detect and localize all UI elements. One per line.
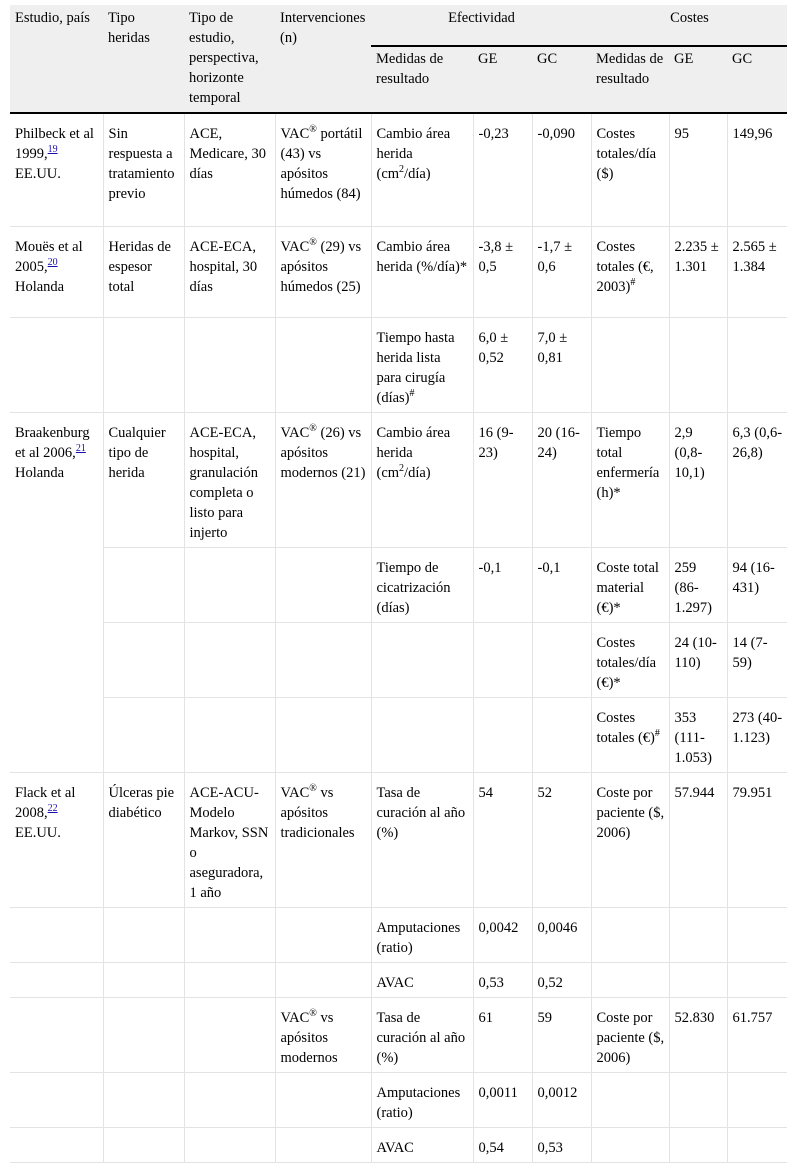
cell-gc-costes: 149,96: [727, 113, 787, 226]
cell-tipo-estudio: ACE-ECA, hospital, 30 días: [184, 226, 275, 317]
cell-ge-efectividad: 61: [473, 997, 532, 1072]
cell-gc-efectividad: 0,0012: [532, 1072, 591, 1127]
cell-medida-efectividad: Tiempo hasta herida lista para cirugía (días)#: [371, 317, 473, 412]
cell-gc-costes: 61.757: [727, 997, 787, 1072]
reference-link[interactable]: 22: [47, 802, 58, 814]
cell-medida-efectividad: AVAC: [371, 1127, 473, 1162]
cell-gc-efectividad: -0,090: [532, 113, 591, 226]
header-costes: Costes: [591, 5, 787, 46]
cell-ge-costes: 353 (111-1.053): [669, 697, 727, 772]
header-tipo-estudio: Tipo de estudio, perspectiva, horizonte temporal: [184, 5, 275, 113]
header-ge-efectividad: GE: [473, 46, 532, 113]
reference-link[interactable]: 21: [75, 442, 86, 454]
cell-ge-costes: 57.944: [669, 772, 727, 907]
header-estudio: Estudio, país: [10, 5, 103, 113]
table-header: [10, 5, 787, 113]
header-gc-efectividad: GC: [532, 46, 591, 113]
table-row: [10, 412, 787, 547]
cell-medida-costes: Costes totales (€)#: [591, 697, 669, 772]
table-row: [10, 622, 787, 697]
cell-gc-costes: 94 (16-431): [727, 547, 787, 622]
cell-ge-efectividad: 0,0011: [473, 1072, 532, 1127]
cell-gc-costes: 2.565 ± 1.384: [727, 226, 787, 317]
cell-ge-efectividad: 16 (9-23): [473, 412, 532, 547]
header-tipo-heridas: Tipo heridas: [103, 5, 184, 113]
cell-ge-costes: 24 (10-110): [669, 622, 727, 697]
cell-ge-efectividad: 0,0042: [473, 907, 532, 962]
header-medidas-costes: Medidas de resultado: [591, 46, 669, 113]
cell-ge-costes: 95: [669, 113, 727, 226]
table-row: [10, 1127, 787, 1162]
cell-medida-efectividad: Cambio área herida (%/día)*: [371, 226, 473, 317]
cell-gc-costes: 273 (40-1.123): [727, 697, 787, 772]
cell-intervenciones: VAC® vs apósitos tradicionales: [275, 772, 371, 907]
table-body: [10, 113, 787, 1162]
cell-medida-efectividad: Cambio área herida $(cm^2/día)$: [371, 412, 473, 547]
cell-tipo-heridas: Sin respuesta a tratamiento previo: [103, 113, 184, 226]
header-intervenciones: Intervenciones (n): [275, 5, 371, 113]
cell-medida-costes: Costes totales (€, 2003)#: [591, 226, 669, 317]
table-row: [10, 997, 787, 1072]
cell-gc-efectividad: 0,0046: [532, 907, 591, 962]
header-medidas-efectividad: Medidas de resultado: [371, 46, 473, 113]
cell-intervenciones: VAC® portátil (43) vs apósitos húmedos (84): [275, 113, 371, 226]
cell-tipo-heridas: Cualquier tipo de herida: [103, 412, 184, 547]
cell-medida-costes: Costes totales/día ($): [591, 113, 669, 226]
cell-gc-efectividad: -0,1: [532, 547, 591, 622]
header-efectividad: Efectividad: [371, 5, 591, 46]
cell-tipo-estudio: ACE, Medicare, 30 días: [184, 113, 275, 226]
cell-ge-efectividad: 0,54: [473, 1127, 532, 1162]
cell-ge-costes: 259 (86-1.297): [669, 547, 727, 622]
cell-intervenciones: VAC® (29) vs apósitos húmedos (25): [275, 226, 371, 317]
studies-table: [10, 5, 787, 1163]
reference-link[interactable]: 20: [47, 256, 58, 268]
cell-gc-efectividad: 7,0 ± 0,81: [532, 317, 591, 412]
cell-estudio: Flack et al 2008,22 EE.UU.: [10, 772, 103, 907]
table-row: [10, 113, 787, 226]
cell-tipo-heridas: Heridas de espesor total: [103, 226, 184, 317]
cell-gc-efectividad: 0,52: [532, 962, 591, 997]
cell-medida-efectividad: AVAC: [371, 962, 473, 997]
cell-gc-efectividad: 52: [532, 772, 591, 907]
reference-link[interactable]: 19: [47, 144, 58, 155]
cell-gc-costes: 14 (7-59): [727, 622, 787, 697]
cell-gc-costes: 79.951: [727, 772, 787, 907]
table-row: [10, 907, 787, 962]
table-row: [10, 1072, 787, 1127]
cell-gc-efectividad: 0,53: [532, 1127, 591, 1162]
cell-medida-costes: Coste por paciente ($, 2006): [591, 997, 669, 1072]
cell-medida-efectividad: Cambio área herida $(cm^2/día)$: [371, 113, 473, 226]
cell-gc-efectividad: 59: [532, 997, 591, 1072]
cell-estudio: Mouës et al 2005,20 Holanda: [10, 226, 103, 317]
table-row: [10, 772, 787, 907]
cell-medida-costes: Costes totales/día (€)*: [591, 622, 669, 697]
cell-tipo-estudio: ACE-ECA, hospital, granulación completa o listo para injerto: [184, 412, 275, 547]
table-row: [10, 226, 787, 317]
table-row: [10, 317, 787, 412]
cell-tipo-heridas: Úlceras pie diabético: [103, 772, 184, 907]
cell-medida-costes: Coste total material (€)*: [591, 547, 669, 622]
table-row: [10, 547, 787, 622]
cell-ge-efectividad: -0,23: [473, 113, 532, 226]
header-gc-costes: GC: [727, 46, 787, 113]
cell-ge-costes: 52.830: [669, 997, 727, 1072]
cell-ge-efectividad: 54: [473, 772, 532, 907]
cell-ge-costes: 2.235 ± 1.301: [669, 226, 727, 317]
cell-medida-efectividad: Tasa de curación al año (%): [371, 772, 473, 907]
cell-gc-efectividad: 20 (16-24): [532, 412, 591, 547]
cell-ge-efectividad: 6,0 ± 0,52: [473, 317, 532, 412]
cell-gc-costes: 6,3 (0,6-26,8): [727, 412, 787, 547]
header-ge-costes: GE: [669, 46, 727, 113]
cell-estudio: Philbeck et al 1999,19 EE.UU.: [10, 113, 103, 226]
cell-ge-efectividad: -0,1: [473, 547, 532, 622]
cell-medida-efectividad: Tasa de curación al año (%): [371, 997, 473, 1072]
cell-ge-efectividad: 0,53: [473, 962, 532, 997]
cell-ge-efectividad: -3,8 ± 0,5: [473, 226, 532, 317]
cell-medida-efectividad: Amputaciones (ratio): [371, 907, 473, 962]
table-row: [10, 697, 787, 772]
table-row: [10, 962, 787, 997]
cell-gc-efectividad: -1,7 ± 0,6: [532, 226, 591, 317]
cell-medida-costes: Tiempo total enfermería (h)*: [591, 412, 669, 547]
cell-ge-costes: 2,9 (0,8-10,1): [669, 412, 727, 547]
cell-intervenciones: VAC® (26) vs apósitos modernos (21): [275, 412, 371, 547]
cell-medida-efectividad: Amputaciones (ratio): [371, 1072, 473, 1127]
cell-intervenciones: VAC® vs apósitos modernos: [275, 997, 371, 1072]
cell-medida-costes: Coste por paciente ($, 2006): [591, 772, 669, 907]
cell-tipo-estudio: ACE-ACU-Modelo Markov, SSN o aseguradora, 1 año: [184, 772, 275, 907]
cell-estudio: Braakenburg et al 2006,21 Holanda: [10, 412, 103, 772]
cell-medida-efectividad: Tiempo de cicatrización (días): [371, 547, 473, 622]
